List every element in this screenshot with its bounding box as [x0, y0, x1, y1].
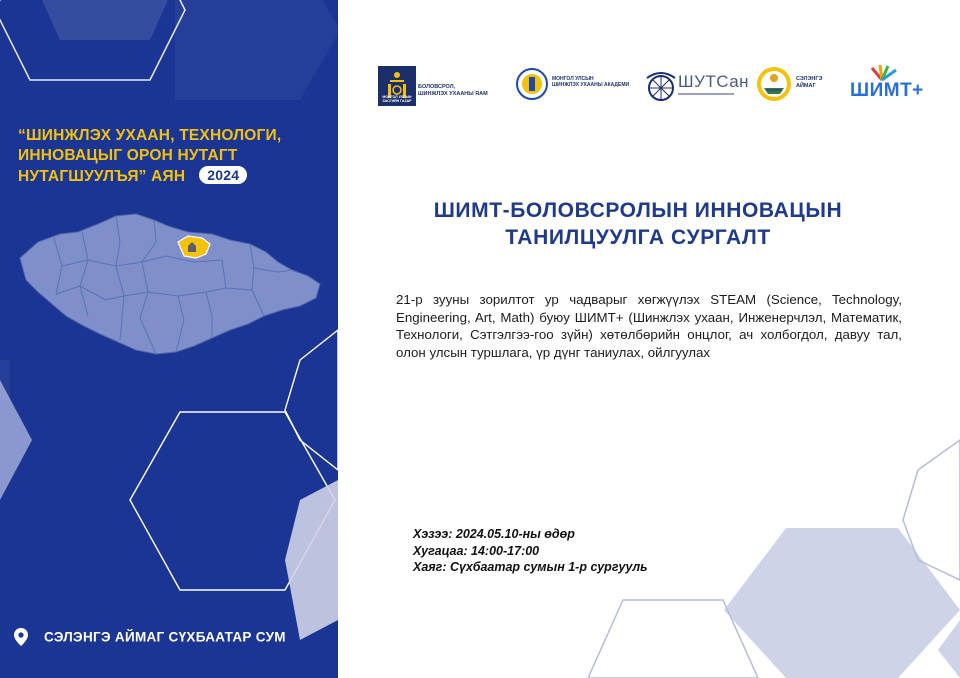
year-badge: 2024 [199, 166, 247, 184]
shimt-name: ШИМТ+ [850, 80, 924, 101]
location-text: СЭЛЭНГЭ АЙМАГ СҮХБААТАР СУМ [44, 629, 286, 645]
campaign-line-1: “ШИНЖЛЭХ УХААН, ТЕХНОЛОГИ, [18, 127, 282, 144]
campaign-line-3: НУТАГШУУЛЪЯ” АЯН [18, 168, 186, 185]
academy-logo [516, 62, 636, 112]
shutsan-globe-icon [644, 68, 678, 104]
event-details [413, 526, 648, 576]
location [14, 628, 286, 646]
selenge-line-2: АЙМАГ [796, 83, 816, 89]
left-panel [0, 0, 338, 678]
emblem-line-1: МОНГОЛ УЛСЫН [382, 95, 412, 99]
campaign-line-2: ИННОВАЦЫГ ОРОН НУТАГТ [18, 147, 238, 164]
ministry-line-1: БОЛОВСРОЛ, [418, 84, 456, 90]
title-line-1: ШИМТ-БОЛОВСРОЛЫН ИННОВАЦЫН [433, 199, 843, 222]
partner-logos [378, 62, 938, 112]
event-time: Хугацаа: 14:00-17:00 [413, 543, 540, 558]
campaign-line-3-row [18, 166, 328, 187]
campaign-title [18, 126, 328, 187]
shutsan-name: ШУТСан [678, 72, 750, 91]
academy-line-2: ШИНЖЛЭХ УХААНЫ АКАДЕМИ [552, 82, 630, 88]
location-pin-icon [14, 628, 28, 646]
right-panel [338, 0, 960, 678]
academy-line-1: МОНГОЛ УЛСЫН [552, 76, 594, 82]
event-date: Хэзээ: 2024.05.10-ны өдөр [413, 527, 575, 541]
ministry-logo [378, 62, 506, 112]
emblem-line-2: ЗАСГИЙН ГАЗАР [382, 99, 412, 103]
shutsan-divider [678, 93, 734, 95]
shimt-logo [850, 62, 930, 112]
selenge-emblem-icon [756, 66, 792, 102]
description: 21-р зууны зорилтот ур чадварыг хөгжүүлэх STEAM (Science, Technology, Engineering, Art, Math) буюу ШИМТ+ (Шинжлэх ухаан, Инженерчлэл, Математик, Технологи, Сэтгэлгээ-гоо зүйн) хөтөлбөрийн онцлог, ач холбогдол, давуу тал, олон улсын туршлага, үр дүнг таниулах, ойлгуулах [396, 292, 902, 360]
shutsan-logo [644, 62, 750, 112]
title-line-2: ТАНИЛЦУУЛГА СУРГАЛТ [505, 226, 771, 249]
selenge-line-1: СЭЛЭНГЭ [796, 76, 823, 82]
academy-emblem-icon [516, 68, 548, 100]
page-title [358, 197, 918, 251]
selenge-logo [756, 62, 834, 112]
mongolia-map [16, 212, 326, 357]
event-address: Хаяг: Сүхбаатар сумын 1-р сургууль [413, 560, 648, 574]
ministry-line-2: ШИНЖЛЭХ УХААНЫ ЯАМ [418, 91, 488, 97]
